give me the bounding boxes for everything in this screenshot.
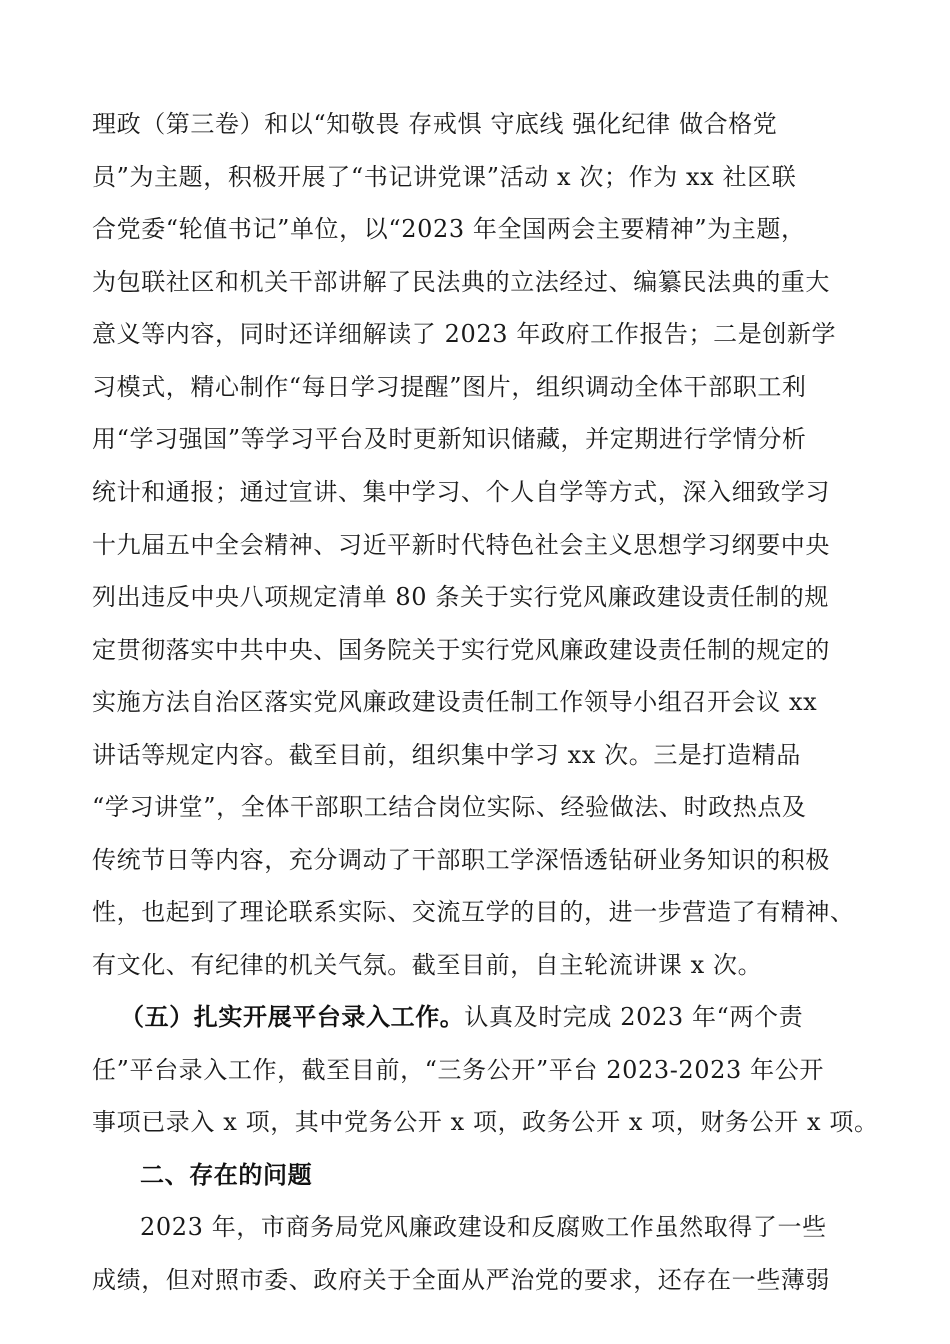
paragraph-line: 实施方法自治区落实党风廉政建设责任制工作领导小组召开会议 xx <box>92 688 818 716</box>
paragraph-line: “学习讲堂”，全体干部职工结合岗位实际、经验做法、时政热点及 <box>92 793 807 821</box>
subsection-heading: （五）扎实开展平台录入工作。 <box>120 1003 465 1031</box>
paragraph-line: 任”平台录入工作，截至目前，“三务公开”平台 2023-2023 年公开 <box>92 1056 824 1084</box>
paragraph-line: 成绩，但对照市委、政府关于全面从严治党的要求，还存在一些薄弱 <box>92 1266 830 1294</box>
paragraph-line: 理政（第三卷）和以“知敬畏 存戒惧 守底线 强化纪律 做合格党 <box>92 110 778 138</box>
paragraph-line: 员”为主题，积极开展了“书记讲党课”活动 x 次；作为 xx 社区联 <box>92 163 797 191</box>
paragraph-line: 为包联社区和机关干部讲解了民法典的立法经过、编纂民法典的重大 <box>92 268 830 296</box>
paragraph-text: 认真及时完成 2023 年“两个责 <box>464 1003 804 1031</box>
paragraph-line: 用“学习强国”等学习平台及时更新知识储藏，并定期进行学情分析 <box>92 425 807 453</box>
paragraph-line: 讲话等规定内容。截至目前，组织集中学习 xx 次。三是打造精品 <box>92 741 801 769</box>
paragraph-line: 统计和通报；通过宣讲、集中学习、个人自学等方式，深入细致学习 <box>92 478 830 506</box>
section-heading: 二、存在的问题 <box>140 1161 313 1189</box>
paragraph-line: 有文化、有纪律的机关气氛。截至目前，自主轮流讲课 x 次。 <box>92 951 763 979</box>
paragraph-line: 合党委“轮值书记”单位，以“2023 年全国两会主要精神”为主题， <box>92 215 806 243</box>
paragraph-first-line <box>120 997 882 1037</box>
paragraph-line: 事项已录入 x 项，其中党务公开 x 项，政务公开 x 项，财务公开 x 项。 <box>92 1108 879 1136</box>
paragraph-line: 十九届五中全会精神、习近平新时代特色社会主义思想学习纲要中央 <box>92 531 830 559</box>
paragraph-first-line: 2023 年，市商务局党风廉政建设和反腐败工作虽然取得了一些 <box>140 1213 827 1241</box>
paragraph-line: 性，也起到了理论联系实际、交流互学的目的，进一步营造了有精神、 <box>92 898 855 926</box>
paragraph-line: 传统节日等内容，充分调动了干部职工学深悟透钻研业务知识的积极 <box>92 846 830 874</box>
paragraph-line: 意义等内容，同时还详细解读了 2023 年政府工作报告；二是创新学 <box>92 320 837 348</box>
paragraph-line: 定贯彻落实中共中央、国务院关于实行党风廉政建设责任制的规定的 <box>92 636 830 664</box>
paragraph-line: 习模式，精心制作“每日学习提醒”图片，组织调动全体干部职工利 <box>92 373 807 401</box>
paragraph-line: 列出违反中央八项规定清单 80 条关于实行党风廉政建设责任制的规 <box>92 583 829 611</box>
